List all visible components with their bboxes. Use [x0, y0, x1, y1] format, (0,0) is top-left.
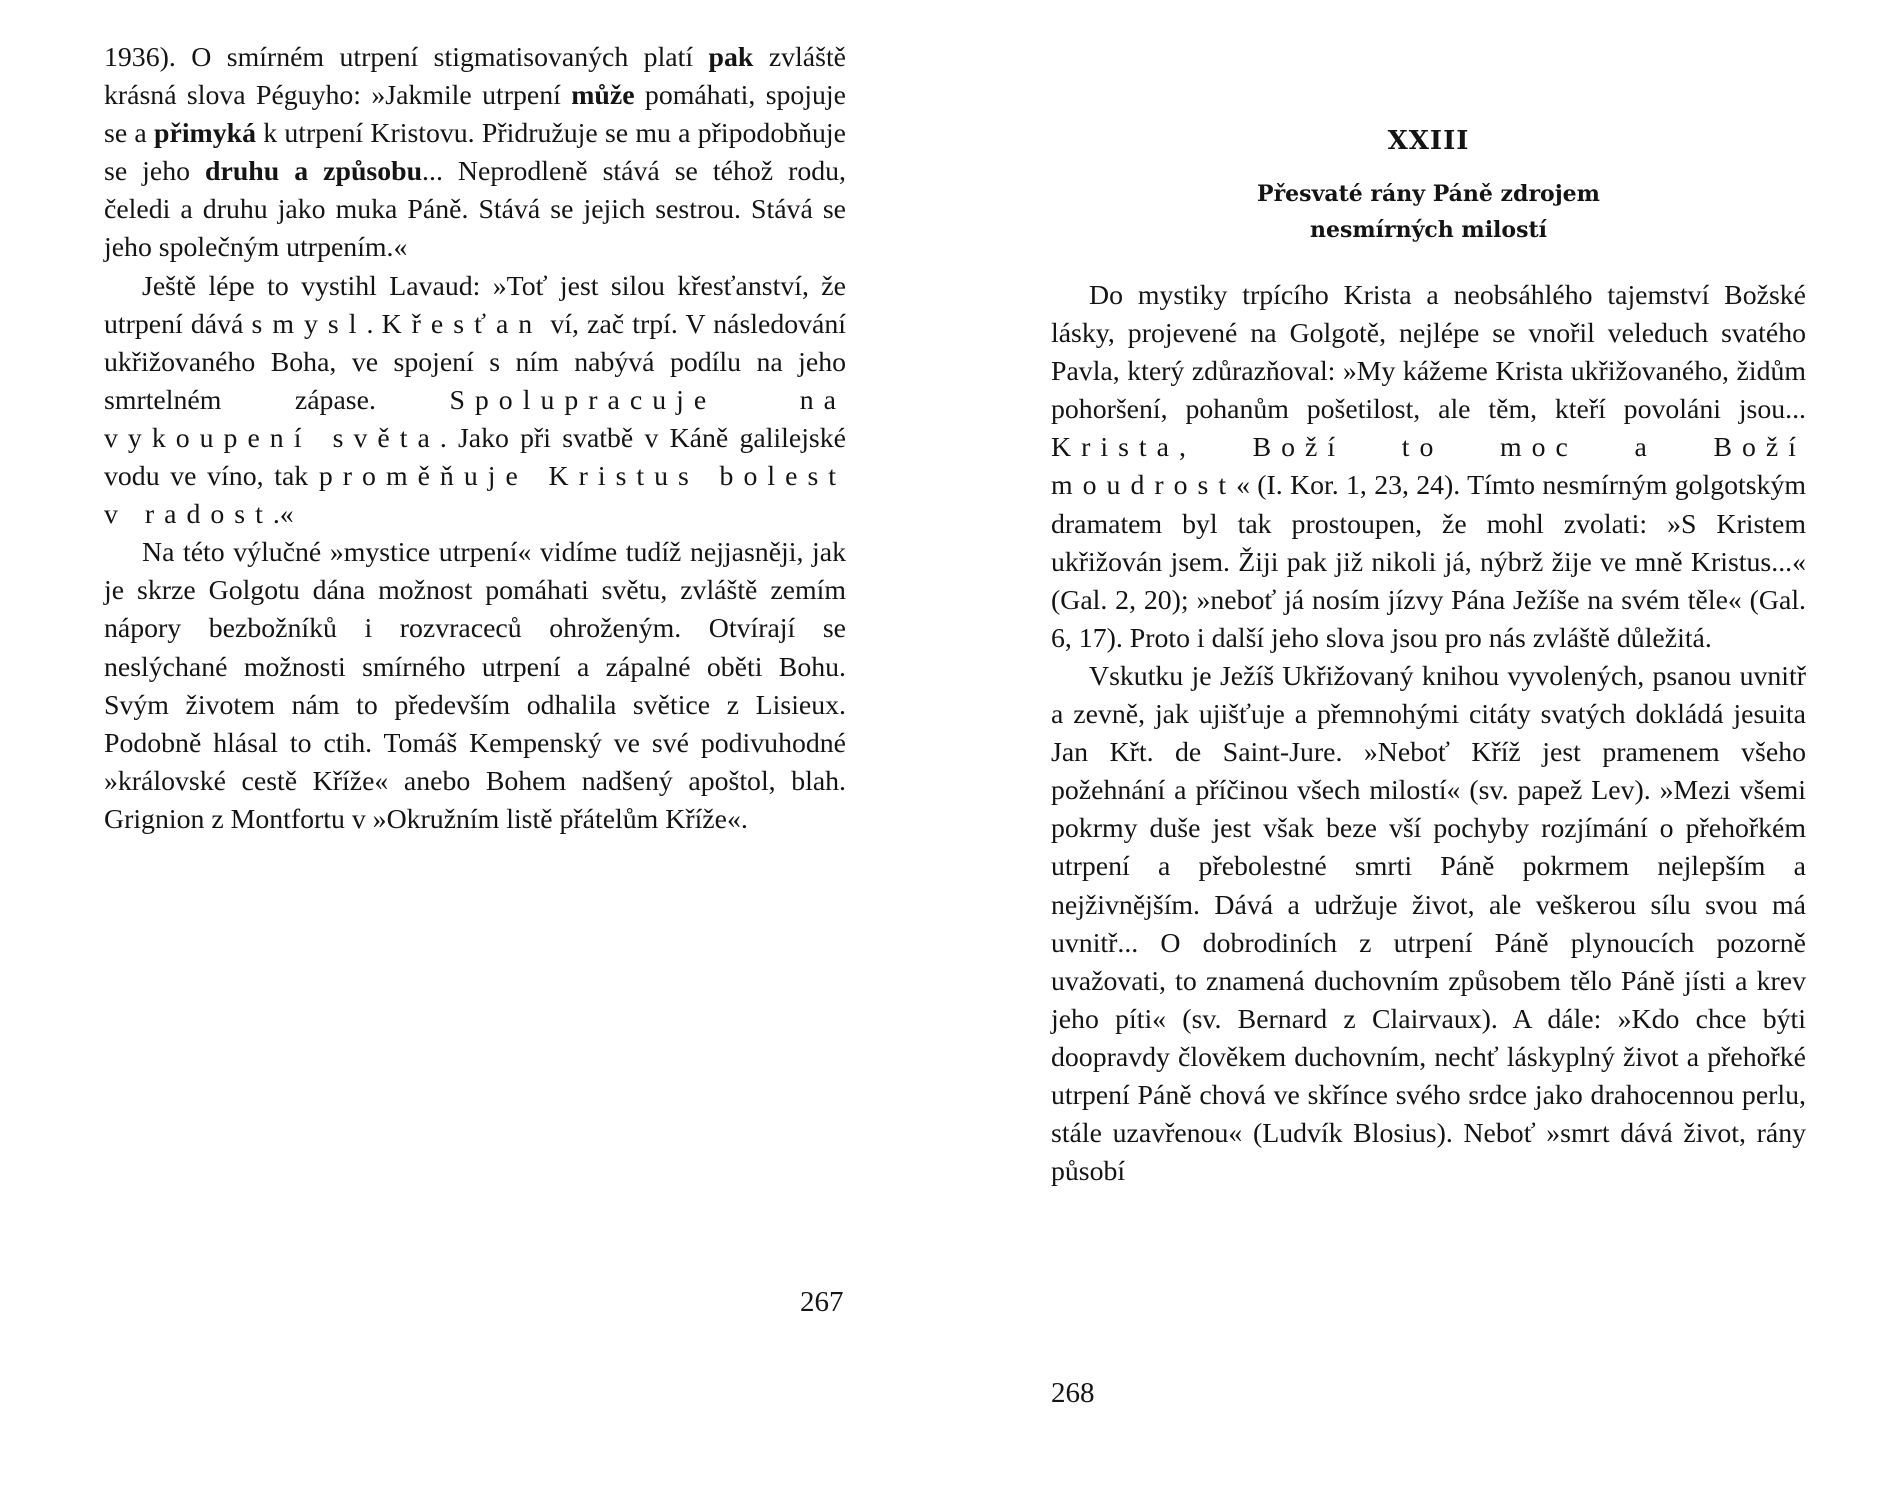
right-page-number: 268 — [1051, 1377, 1095, 1409]
left-paragraph-1: 1936). O smírném utrpení stigmatisovaných platí pak zvláště krásná slova Péguyho: »Jakmile utrpení může pomáhati, spojuje se a přimyká k utrpení Kristovu. Přidružuje se mu a připodobňuje se jeho druhu a způsobu... Neprodleně stává se téhož rodu, čeledi a druhu jako muka Páně. Stává se jejich sestrou. Stává se jeho společným utrpením.« — [104, 42, 846, 264]
left-paragraph-3: Na této výlučné »mystice utrpení« vidíme tudíž nejjasněji, jak je skrze Golgotu dána možnost pomáhati světu, zvláště zemím nápory bezbožníků i rozvraceců ohroženým. Otvírají se neslýchané možnosti smírného utrpení a zápalné oběti Bohu. Svým životem nám to především odhalila světice z Lisieux. Podobně hlásal to ctih. Tomáš Kempenský ve své podivuhodné »královské cestě Kříže« anebo Bohem nadšený apoštol, blah. Grignion z Montfortu v »Okružním listě přátelům Kříže«. — [104, 537, 846, 835]
right-paragraph-2: Vskutku je Ježíš Ukřižovaný knihou vyvolených, psanou uvnitř a zevně, jak ujišťuje a přemnohými citáty svatých dokládá jesuita Jan Křt. de Saint-Jure. »Neboť Kříž jest pramenem všeho požehnání a příčinou všech milostí« (sv. papež Lev). »Mezi všemi pokrmy duše jest však beze vší pochyby rozjímání o přehořkém utrpení a přebolestné smrti Páně pokrmem nejlepším a nejživnějším. Dává a udržuje život, ale veškerou sílu svou má uvnitř... O dobrodiních z utrpení Páně plynoucích pozorně uvažovati, to znamená duchovním způsobem tělo Páně jísti a krev jeho píti« (sv. Bernard z Clairvaux). A dále: »Kdo chce býti doopravdy člověkem duchovním, nechť láskyplný život a přehořké utrpení Páně chová ve skřínce svého srdce jako drahocennou perlu, stále uzavřenou« (Ludvík Blosius). Neboť »smrt dává život, rány působí — [1051, 660, 1806, 1188]
left-page-number: 267 — [800, 1286, 844, 1318]
chapter-title — [1051, 176, 1806, 248]
right-page-text — [1051, 277, 1806, 1191]
left-paragraph-2: Ještě lépe to vystihl Lavaud: »Toť jest silou křesťanství, že utrpení dává smysl. Křesťan ví, zač trpí. V následování ukřižovaného Boha, ve spojení s ním nabývá podílu na jeho smrtelném zápase. Spolupracuje na vykoupení světa. Jako při svatbě v Káně galilejské vodu ve víno, tak proměňuje Kristus bolest v radost.« — [104, 270, 847, 531]
chapter-title-line-1: Přesvaté rány Páně zdrojem — [1257, 181, 1600, 207]
right-paragraph-1: Do mystiky trpícího Krista a neobsáhlého tajemství Božské lásky, projevené na Golgotě, nejlépe se vnořil veleduch svatého Pavla, který zdůrazňoval: »My kážeme Krista ukřižovaného, židům pohoršení, pohanům pošetilost, ale těm, kteří povoláni jsou... Krista, Boží to moc a Boží moudrost« (I. Kor. 1, 23, 24). Tímto nesmírným golgotským dramatem byl tak prostoupen, že mohl zvolati: »S Kristem ukřižován jsem. Žiji pak již nikoli já, nýbrž žije ve mně Kristus...« (Gal. 2, 20); »neboť já nosím jízvy Pána Ježíše na svém těle« (Gal. 6, 17). Proto i další jeho slova jsou pro nás zvláště důležitá. — [1051, 280, 1806, 654]
left-page-text — [104, 39, 846, 839]
chapter-number: XXIII — [1387, 126, 1470, 156]
right-page — [947, 0, 1894, 1500]
chapter-title-line-2: nesmírných milostí — [1309, 217, 1547, 243]
